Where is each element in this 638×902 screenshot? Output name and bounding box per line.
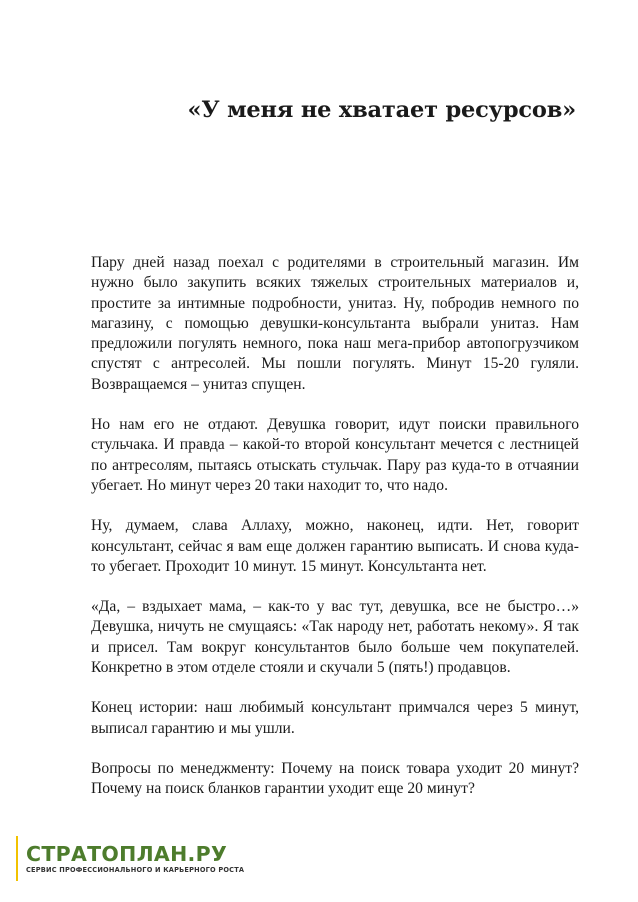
paragraph: Конец истории: наш любимый консультант примчался через 5 минут, выписал гарантию и мы ушли. — [91, 699, 579, 737]
paragraph: Вопросы по менеджменту: Почему на поиск товара уходит 20 минут? Почему на поиск бланков гарантии уходит еще 20 минут? — [91, 759, 579, 798]
page-title: «У меня не хватает ресурсов» — [187, 97, 576, 123]
paragraph: Пару дней назад поехал с родителями в строительный магазин. Им нужно было закупить всяких тяжелых строительных материалов и, простите за интимные подробности, унитаз. Ну, побродив немного по магазину, с помощью девушки-консультанта выбрали унитаз. Нам предложили погулять немного, пока наш мега-прибор автопогрузчиком спустят с антресолей. Мы пошли погулять. Минут 15-20 гуляли. Возвращаемся – унитаз спущен. — [91, 254, 579, 393]
logo-tagline: СЕРВИС ПРОФЕССИОНАЛЬНОГО И КАРЬЕРНОГО РОСТА — [26, 866, 245, 874]
logo-name: СТРАТОПЛАН.РУ — [26, 842, 228, 866]
paragraph: «Да, – вздыхает мама, – как-то у вас тут, девушка, все не быстро…» Девушка, ничуть не смущаясь: «Так народу нет, работать некому». Я так и присел. Там вокруг консультантов было больше чем покупателей. Конкретно в этом отделе стояли и скучали 5 (пять!) продавцов. — [91, 598, 579, 677]
article-body — [91, 253, 579, 820]
paragraph: Ну, думаем, слава Аллаху, можно, наконец, идти. Нет, говорит консультант, сейчас я вам еще должен гарантию выписать. И снова куда-то убегает. Проходит 10 минут. 15 минут. Консультанта нет. — [91, 517, 579, 575]
brand-logo — [16, 836, 244, 881]
paragraph: Но нам его не отдают. Девушка говорит, идут поиски правильного стульчака. И правда – какой-то второй консультант мечется с лестницей по антресолям, пытаясь отыскать стульчак. Пару раз куда-то в отчаянии убегает. Но минут через 20 таки находит то, что надо. — [91, 416, 579, 494]
